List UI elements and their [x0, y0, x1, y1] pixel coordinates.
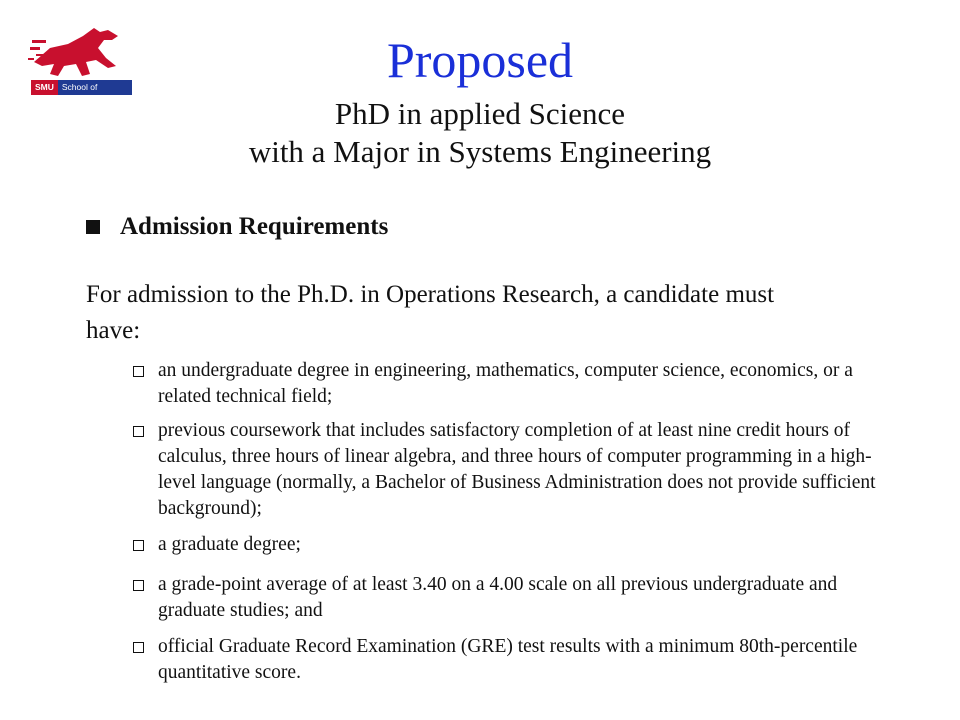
- subtitle-line-1: PhD in applied Science: [334, 96, 626, 131]
- subtitle-line-2: with a Major in Systems Engineering: [248, 134, 712, 169]
- requirement-text: a grade-point average of at least 3.40 on a 4.00 scale on all previous undergraduate and graduate studies; and: [158, 574, 838, 621]
- hollow-square-bullet-icon: [133, 540, 144, 551]
- requirement-text: a graduate degree;: [158, 534, 301, 555]
- list-item: [133, 358, 893, 410]
- hollow-square-bullet-icon: [133, 426, 144, 437]
- requirement-text: previous coursework that includes satisfactory completion of at least nine credit hours of calculus, three hours of linear algebra, and three hours of computer programming in a high-level language (normally, a Bachelor of Business Administration does not provide sufficient background);: [158, 420, 876, 519]
- hollow-square-bullet-icon: [133, 580, 144, 591]
- intro-paragraph: For admission to the Ph.D. in Operations Research, a candidate must have:: [86, 281, 775, 344]
- list-item: [133, 572, 893, 624]
- section-heading: [86, 210, 388, 244]
- list-item: [133, 532, 893, 558]
- square-bullet-icon: [86, 220, 100, 234]
- requirement-text: an undergraduate degree in engineering, mathematics, computer science, economics, or a related technical field;: [158, 360, 853, 407]
- logo-school-text: School of Engineering: [58, 80, 132, 95]
- requirement-text: official Graduate Record Examination (GRE) test results with a minimum 80th-percentile quantitative score.: [158, 636, 858, 683]
- slide-title: Proposed: [386, 32, 574, 88]
- requirements-list: [133, 358, 893, 686]
- list-item: [133, 418, 893, 522]
- slide-subtitle: [0, 95, 960, 171]
- hollow-square-bullet-icon: [133, 642, 144, 653]
- list-item: [133, 634, 893, 686]
- hollow-square-bullet-icon: [133, 366, 144, 377]
- section-heading-text: Admission Requirements: [120, 213, 389, 240]
- logo-smu-text: SMU: [31, 80, 58, 95]
